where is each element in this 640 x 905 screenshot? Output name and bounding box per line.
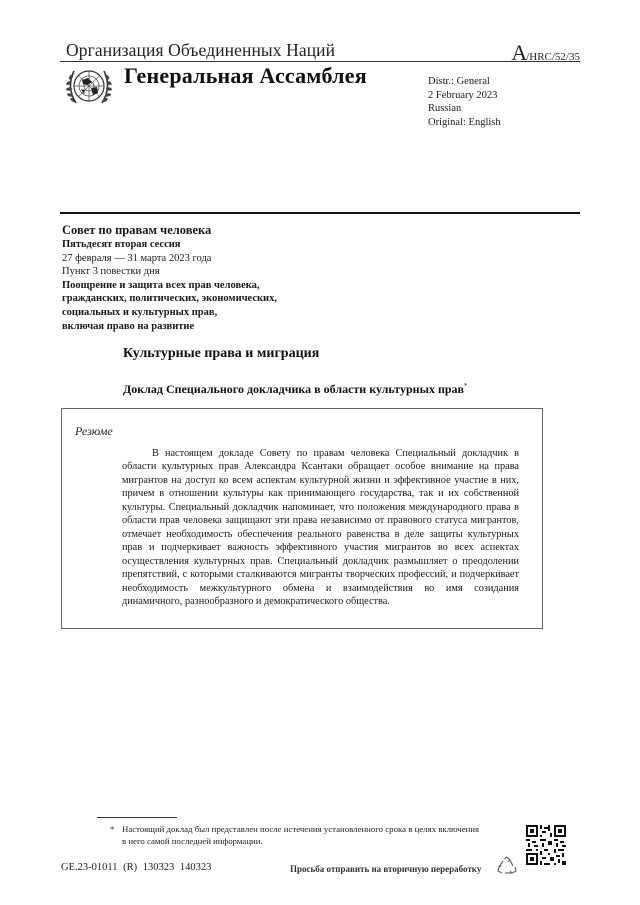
agenda-title-line: гражданских, политических, экономических, [62,293,277,305]
footnote-mark: * [110,824,115,834]
agenda-item: Пункт 3 повестки дня [62,266,160,278]
report-subtitle [123,382,468,397]
report-title: Культурные права и миграция [123,346,320,361]
footnote-rule [97,817,177,818]
recycle-text: Просьба отправить на вторичную переработку [290,864,482,874]
organization-name: Организация Объединенных Наций [66,40,336,60]
session-name: Пятьдесят вторая сессия [62,239,181,250]
agenda-title-line: включая право на развитие [62,320,195,332]
un-emblem-icon [62,65,116,109]
summary-text: В настоящем докладе Совету по правам человека Специальный докладчик в области культурных прав Александра Ксантаки обращает особое внимание на права мигрантов на доступ ко всем аспектам культурной жизни и эффективное участие в них, причем в отношении культуры как принимающего государства, так и их собственной культуры. Специальный докладчик напоминает, что положения международного права в области прав человека защищают эти права независимо от правового статуса мигрантов, отмечает необходимость обеспечения реального равенства в деле защиты культурных прав и подчеркивает важность эффективного участия мигрантов во всех аспектах осуществления культурных прав. Специальный докладчик размышляет о преодолении препятствий, с которыми сталкиваются мигранты творческих профессий, и подчеркивает необходимость межкультурного обмена и взаимодействия во имя созидания динамичного, разнообразного и демократического общества. [122,448,519,607]
document-date: 2 February 2023 [428,89,498,101]
document-symbol [511,40,580,66]
qr-code-icon [524,823,568,867]
council-name: Совет по правам человека [62,223,212,237]
footnote-text: Настоящий доклад был представлен после истечения установленного срока в целях включения в него самой последней информации. [122,824,480,846]
summary-heading: Резюме [75,424,113,438]
job-number: GE.23-01011 (R) 130323 140323 [61,862,212,873]
distribution-block [428,75,501,129]
original-language: Original: English [428,116,501,128]
agenda-title-line: Поощрение и защита всех прав человека, [62,279,260,291]
assembly-name: Генеральная Ассамблея [124,63,367,88]
footnote [110,823,485,847]
section-rule [60,212,580,214]
header-rule [60,61,580,62]
symbol-prefix: A [511,40,527,65]
symbol-rest: /HRC/52/35 [526,51,580,63]
document-language: Russian [428,103,462,114]
footnote-reference[interactable]: * [464,382,468,390]
session-info [62,222,382,333]
recycle-icon [496,856,518,876]
report-subtitle-text: Доклад Специального докладчика в области культурных прав [123,382,465,396]
distribution-type: Distr.: General [428,76,490,87]
session-dates: 27 февраля — 31 марта 2023 года [62,252,212,264]
agenda-title-line: социальных и культурных прав, [62,306,218,318]
